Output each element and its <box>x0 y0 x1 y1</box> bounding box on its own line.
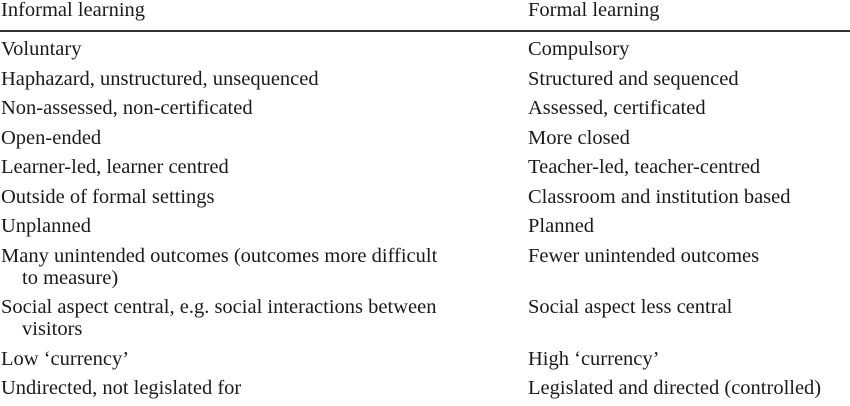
informal-cell <box>1 215 501 237</box>
informal-text: Open-ended <box>1 126 102 149</box>
informal-cell <box>1 186 501 208</box>
informal-text: Low ‘currency’ <box>1 347 130 370</box>
table-row <box>0 243 850 295</box>
informal-cell <box>1 97 501 119</box>
table-row <box>0 95 850 125</box>
formal-cell: Planned <box>528 215 595 237</box>
header-formal-learning: Formal learning <box>528 0 660 21</box>
informal-text-continuation: to measure) <box>22 266 119 289</box>
table-body <box>0 36 850 405</box>
header-divider <box>0 30 850 32</box>
informal-cell <box>1 377 501 399</box>
formal-cell: Structured and sequenced <box>528 67 739 90</box>
formal-cell: Social aspect less central <box>528 296 733 318</box>
formal-cell: Classroom and institution based <box>528 185 791 208</box>
informal-cell <box>1 296 501 340</box>
table-row <box>0 294 850 346</box>
informal-text: Social aspect central, e.g. social interactions between <box>1 296 437 318</box>
informal-cell <box>1 68 501 90</box>
table-row <box>0 375 850 405</box>
table-header <box>0 0 850 30</box>
informal-text: Many unintended outcomes (outcomes more difficult <box>1 244 438 267</box>
table-row <box>0 66 850 96</box>
informal-cell <box>1 348 501 370</box>
table-row <box>0 346 850 376</box>
header-informal-learning: Informal learning <box>1 0 146 21</box>
table-row <box>0 125 850 155</box>
informal-text: Undirected, not legislated for <box>1 377 242 399</box>
formal-cell: Assessed, certificated <box>528 97 706 119</box>
table-row <box>0 184 850 214</box>
informal-text: Learner-led, learner centred <box>1 156 229 178</box>
informal-cell <box>1 38 501 60</box>
informal-text-continuation: visitors <box>22 318 83 340</box>
formal-cell: Fewer unintended outcomes <box>528 244 760 267</box>
informal-cell <box>1 156 501 178</box>
informal-cell <box>1 245 501 289</box>
table-row <box>0 213 850 243</box>
informal-text: Voluntary <box>1 38 82 60</box>
formal-cell: High ‘currency’ <box>528 347 660 370</box>
informal-text: Haphazard, unstructured, unsequenced <box>1 67 319 90</box>
formal-cell: Legislated and directed (controlled) <box>528 377 822 399</box>
informal-cell <box>1 127 501 149</box>
table-row <box>0 36 850 66</box>
formal-cell: Compulsory <box>528 38 630 60</box>
formal-cell: Teacher-led, teacher-centred <box>528 156 761 178</box>
informal-text: Unplanned <box>1 215 91 237</box>
informal-text: Outside of formal settings <box>1 185 215 208</box>
table-row <box>0 154 850 184</box>
formal-cell: More closed <box>528 126 630 149</box>
informal-text: Non-assessed, non-certificated <box>1 97 253 119</box>
